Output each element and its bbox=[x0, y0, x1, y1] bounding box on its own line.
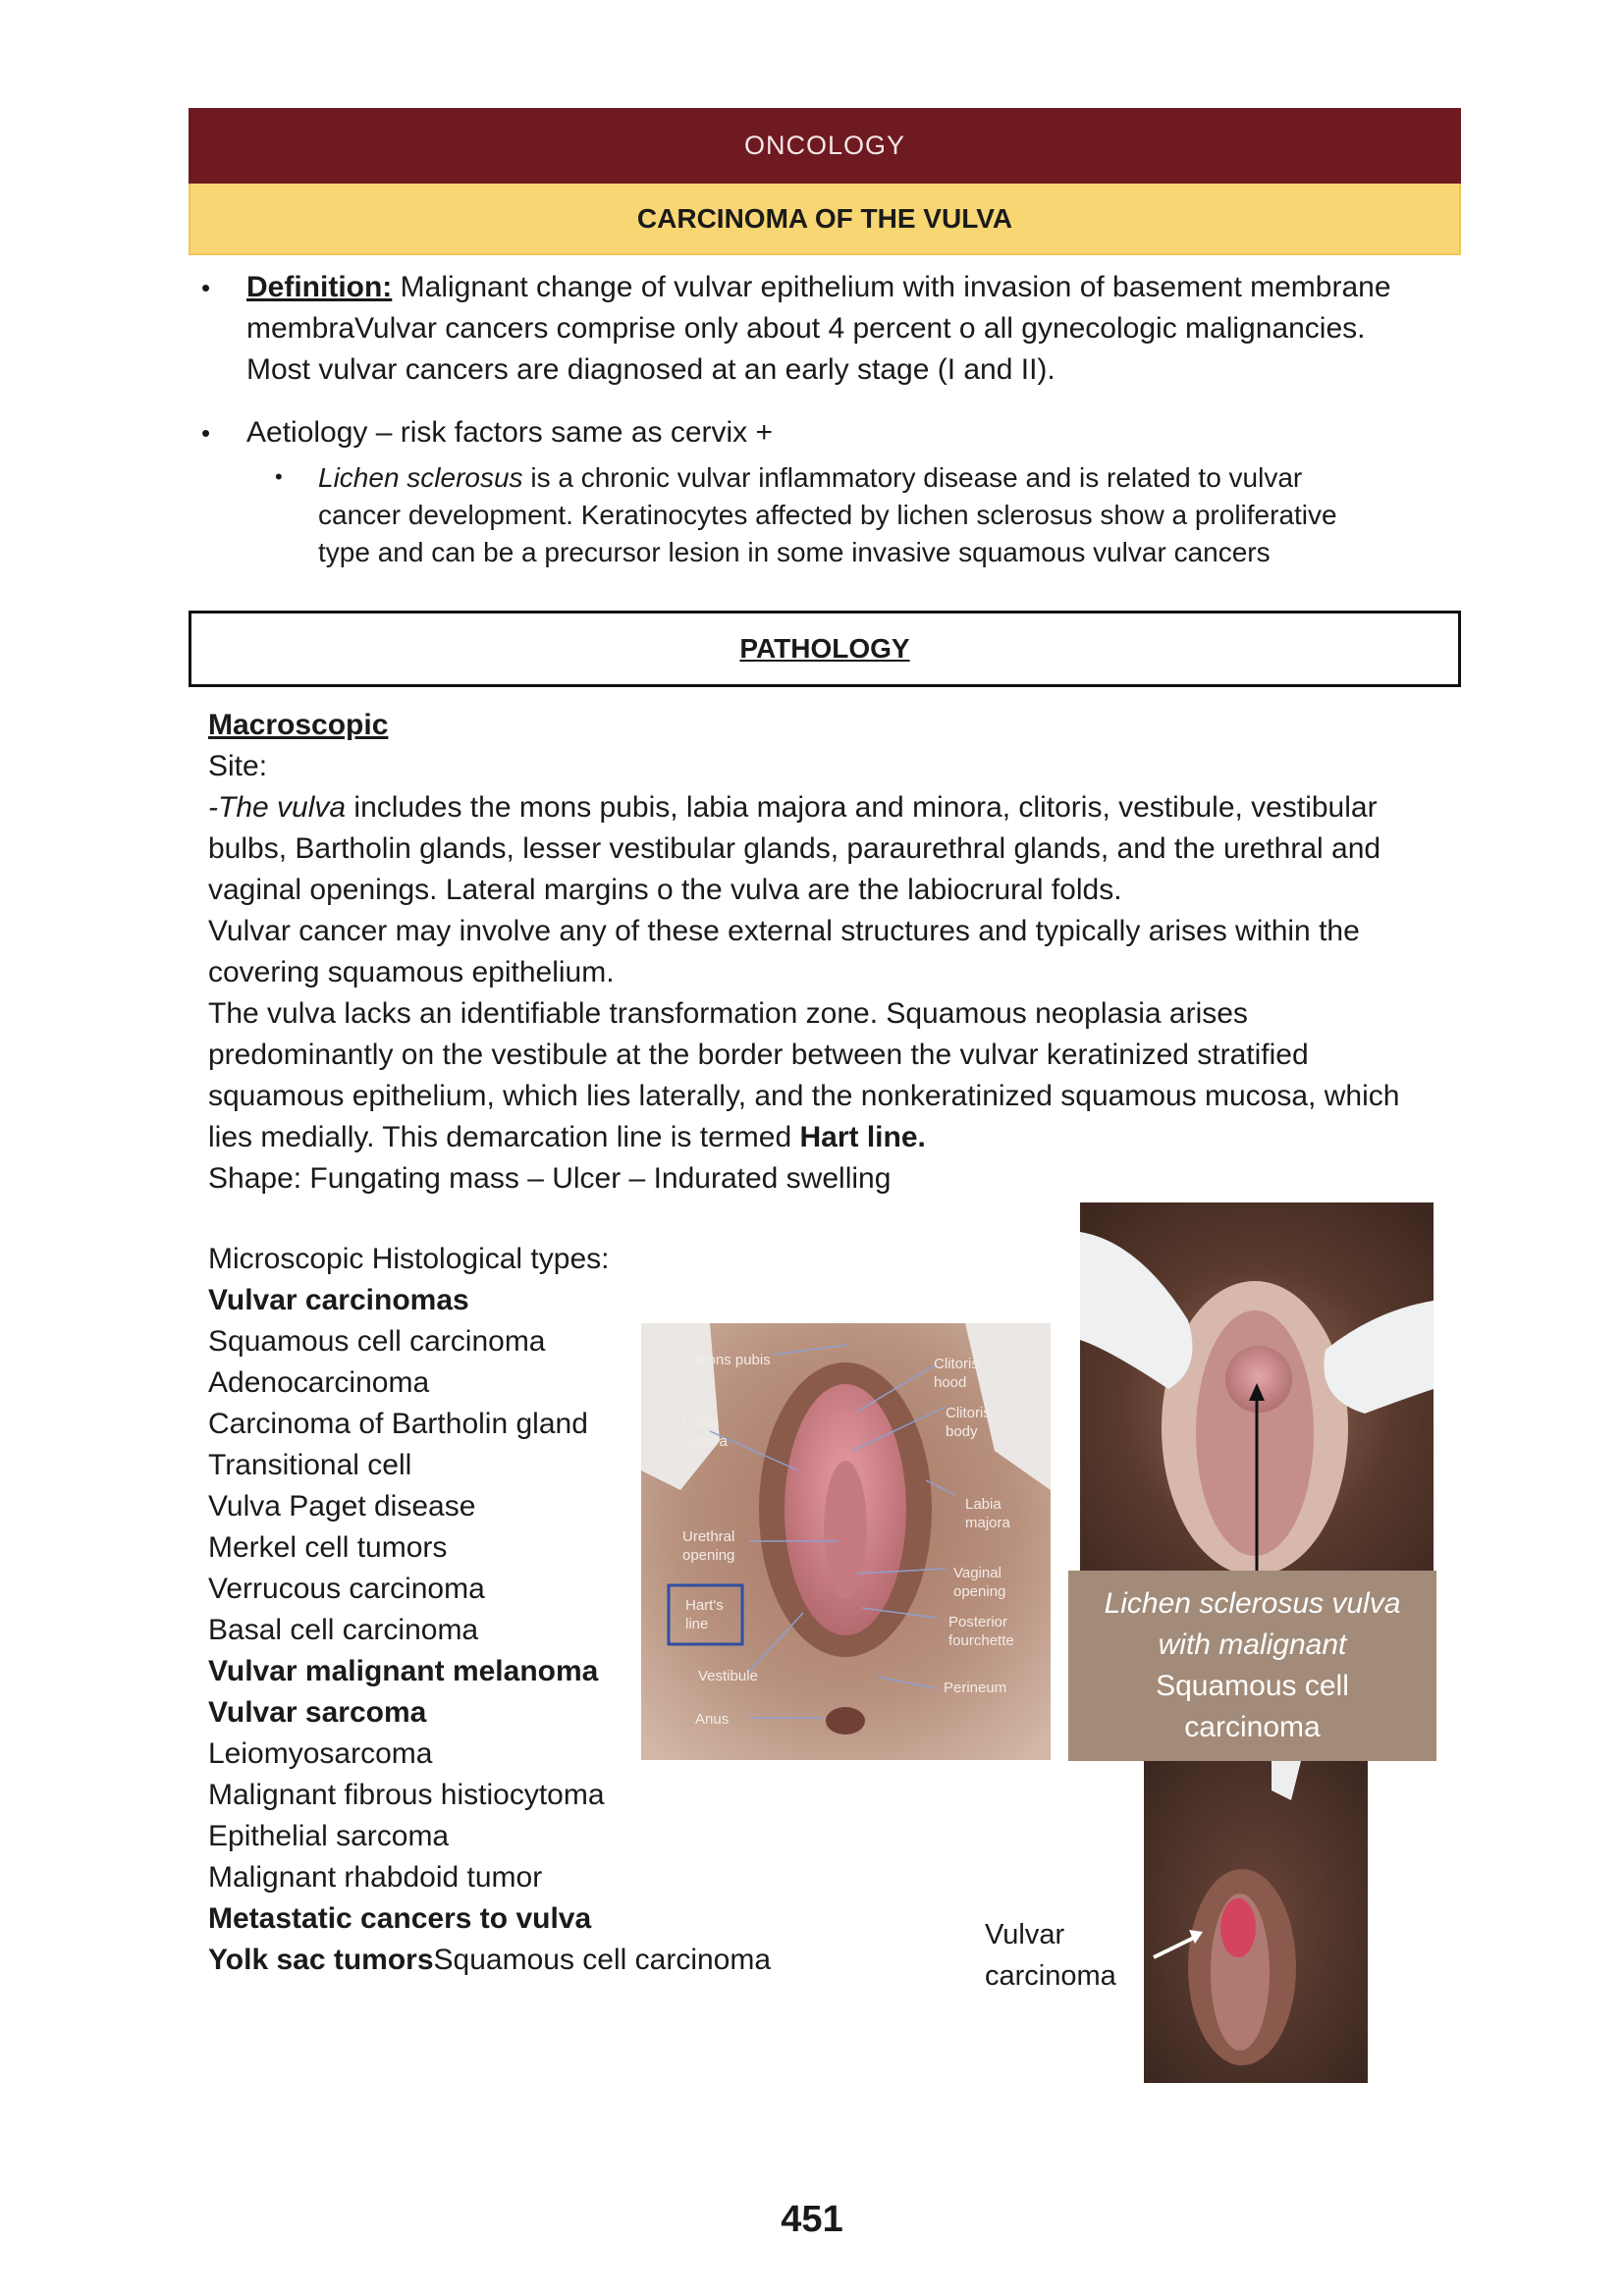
lichen-caption bbox=[1068, 1571, 1436, 1761]
list-item: Vulvar malignant melanoma bbox=[208, 1655, 599, 1687]
list-item: Malignant fibrous histiocytoma bbox=[208, 1779, 605, 1811]
vestibule-label: Vestibule bbox=[698, 1668, 758, 1684]
definition-text: membraVulvar cancers comprise only about 4 percent o all gynecologic malignancies. bbox=[246, 312, 1366, 345]
perineum-label: Perineum bbox=[944, 1680, 1007, 1696]
list-item: Adenocarcinoma bbox=[208, 1366, 430, 1399]
vaginal-opening-label: Vaginal opening bbox=[953, 1565, 1006, 1600]
hart-line-term: Hart line. bbox=[799, 1121, 926, 1153]
bullet-icon: • bbox=[275, 464, 283, 489]
urethral-opening-label: Urethral opening bbox=[682, 1528, 735, 1564]
list-item: Vulvar carcinomas bbox=[208, 1284, 469, 1316]
list-item: Vulva Paget disease bbox=[208, 1490, 476, 1522]
anus-label: Anus bbox=[695, 1711, 730, 1728]
mons-pubis-label: Mons pubis bbox=[695, 1352, 771, 1368]
caption-line: Squamous cell bbox=[1156, 1670, 1349, 1702]
lichen-sclerosus-photo bbox=[1080, 1202, 1434, 1574]
vulvar-carcinoma-caption bbox=[985, 1914, 1142, 1997]
list-item: Vulvar sarcoma bbox=[208, 1696, 427, 1729]
bullet-icon: • bbox=[201, 418, 211, 448]
carcinoma-illustration bbox=[1144, 1761, 1368, 2083]
list-item: Transitional cell bbox=[208, 1449, 412, 1481]
paragraph-text: predominantly on the vestibule at the border between the vulvar keratinized stratified bbox=[208, 1039, 1309, 1071]
paragraph-text: lies medially. This demarcation line is termed bbox=[208, 1121, 800, 1153]
list-item: Epithelial sarcoma bbox=[208, 1820, 450, 1852]
list-item: Yolk sac tumors bbox=[208, 1944, 434, 1976]
lichen-illustration bbox=[1080, 1202, 1434, 1574]
paragraph-text: squamous epithelium, which lies laterally, and the nonkeratinized squamous mucosa, which bbox=[208, 1080, 1400, 1112]
lichen-subbullet bbox=[275, 459, 1473, 571]
clitoris-hood-label: Clitoris hood bbox=[934, 1356, 979, 1391]
lichen-text: type and can be a precursor lesion in some invasive squamous vulvar cancers bbox=[318, 537, 1271, 567]
definition-text: Malignant change of vulvar epithelium with invasion of basement membrane bbox=[392, 271, 1391, 303]
shape-text: Shape: Fungating mass – Ulcer – Indurated swelling bbox=[208, 1162, 892, 1195]
section-banner: ONCOLOGY bbox=[189, 108, 1461, 184]
list-item: Basal cell carcinoma bbox=[208, 1614, 479, 1646]
caption-line: carcinoma bbox=[985, 1960, 1116, 1992]
paragraph-text: bulbs, Bartholin glands, lesser vestibular glands, paraurethral glands, and the urethral and bbox=[208, 832, 1381, 865]
definition-text: Most vulvar cancers are diagnosed at an early stage (I and II). bbox=[246, 353, 1056, 386]
macroscopic-heading: Macroscopic bbox=[208, 709, 389, 741]
lichen-term: Lichen sclerosus bbox=[318, 462, 523, 493]
list-item: Squamous cell carcinoma bbox=[208, 1325, 546, 1358]
paragraph-text: covering squamous epithelium. bbox=[208, 956, 615, 988]
bullet-icon: • bbox=[201, 273, 211, 302]
lichen-text: is a chronic vulvar inflammatory disease and is related to vulvar bbox=[522, 462, 1303, 493]
list-item: Merkel cell tumors bbox=[208, 1531, 448, 1564]
vulvar-carcinoma-photo bbox=[1144, 1761, 1368, 2083]
list-item: Metastatic cancers to vulva bbox=[208, 1902, 592, 1935]
site-label: Site: bbox=[208, 750, 268, 782]
page-title: CARCINOMA OF THE VULVA bbox=[189, 184, 1461, 255]
harts-line-label: Hart's line bbox=[685, 1597, 724, 1632]
page-number: 451 bbox=[781, 2199, 843, 2240]
labia-minora-label: Labia minora bbox=[682, 1415, 728, 1450]
paragraph-text: vaginal openings. Lateral margins o the vulva are the labiocrural folds. bbox=[208, 874, 1122, 906]
lichen-text: cancer development. Keratinocytes affected by lichen sclerosus show a proliferative bbox=[318, 500, 1337, 530]
paragraph-text: Vulvar cancer may involve any of these external structures and typically arises within the bbox=[208, 915, 1360, 947]
pathology-heading: PATHOLOGY bbox=[189, 611, 1461, 687]
list-item: Leiomyosarcoma bbox=[208, 1737, 433, 1770]
clitoris-body-label: Clitoris body bbox=[946, 1405, 991, 1440]
micro-heading: Microscopic Histological types: bbox=[208, 1243, 610, 1275]
definition-label: Definition: bbox=[246, 271, 393, 303]
caption-line: Vulvar bbox=[985, 1919, 1065, 1950]
macroscopic-section bbox=[208, 705, 1475, 1200]
list-item: Carcinoma of Bartholin gland bbox=[208, 1408, 588, 1440]
paragraph-text: The vulva lacks an identifiable transformation zone. Squamous neoplasia arises bbox=[208, 997, 1248, 1030]
caption-line: carcinoma bbox=[1184, 1711, 1321, 1743]
definition-bullet bbox=[201, 267, 1478, 391]
list-item: Verrucous carcinoma bbox=[208, 1573, 485, 1605]
caption-line: Lichen sclerosus vulva bbox=[1104, 1587, 1401, 1620]
caption-line: with malignant bbox=[1158, 1629, 1347, 1661]
list-item: Malignant rhabdoid tumor bbox=[208, 1861, 543, 1894]
vulva-term: -The vulva bbox=[208, 791, 347, 824]
paragraph-text: includes the mons pubis, labia majora and minora, clitoris, vestibule, vestibular bbox=[346, 791, 1378, 824]
aetiology-bullet bbox=[201, 412, 1478, 454]
labia-majora-label: Labia majora bbox=[965, 1496, 1010, 1531]
list-item: Squamous cell carcinoma bbox=[433, 1944, 772, 1976]
vulva-anatomy-photo bbox=[641, 1323, 1051, 1760]
aetiology-text: Aetiology – risk factors same as cervix + bbox=[246, 416, 774, 449]
posterior-fourchette-label: Posterior fourchette bbox=[948, 1614, 1014, 1649]
